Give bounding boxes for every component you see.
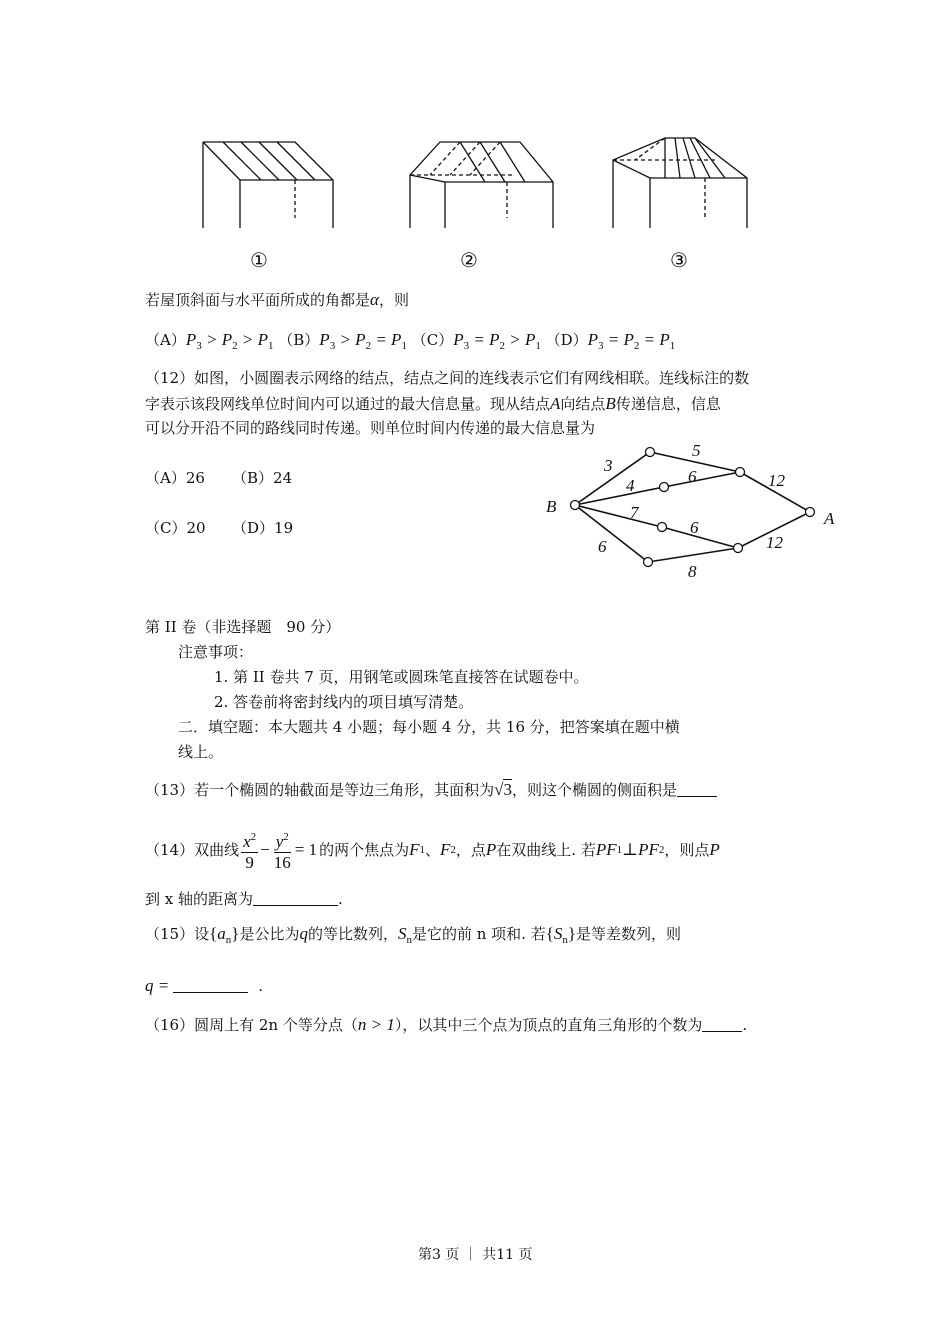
- text-span: B: [605, 394, 616, 413]
- edge-label: 8: [688, 562, 697, 581]
- node: [644, 558, 653, 567]
- text-span: =: [639, 330, 660, 349]
- text-span: 2: [499, 340, 505, 352]
- edge: [648, 548, 738, 562]
- text-span: （14）双曲线: [145, 841, 240, 859]
- text-span: F: [409, 840, 420, 859]
- text-span: P: [391, 330, 402, 349]
- q12-option-a[interactable]: （A）26: [145, 469, 205, 487]
- edge-label: 6: [598, 537, 607, 556]
- text-span: 是等差数列，则: [576, 925, 682, 943]
- text-span: .: [258, 977, 264, 995]
- text-span: 2: [633, 340, 640, 352]
- text-span: A: [550, 394, 561, 413]
- text-span: （C）: [411, 331, 454, 349]
- text-span: 9: [245, 853, 254, 872]
- node-b-label: B: [546, 497, 557, 516]
- question-15-line-2: [145, 976, 263, 996]
- text-span: S: [397, 924, 407, 943]
- text-span: 1: [267, 340, 274, 352]
- node: [660, 483, 669, 492]
- text-span: 若屋顶斜面与水平面所成的角都是: [145, 291, 371, 309]
- text-span: （15）设: [145, 925, 210, 943]
- roof-figure-1: [203, 142, 333, 228]
- text-span: （A）: [145, 331, 186, 349]
- edge-label: 5: [692, 441, 701, 460]
- edge-label: 12: [768, 471, 785, 490]
- text-span: a: [217, 924, 226, 943]
- text-span: P: [453, 330, 464, 349]
- text-span: = 1: [294, 840, 318, 859]
- text-span: n: [406, 934, 412, 946]
- part2-heading: 第 II 卷（非选择题 90 分）: [145, 618, 341, 636]
- text-span: （B）: [278, 331, 320, 349]
- text-span: >: [237, 330, 258, 349]
- text-span: q =: [145, 976, 170, 995]
- text-span: 3: [329, 340, 336, 352]
- text-span: P: [355, 330, 366, 349]
- text-span: P: [319, 330, 330, 349]
- text-span: .: [742, 1016, 748, 1034]
- roof-figure-3: [613, 138, 747, 228]
- text-span: P: [587, 330, 599, 349]
- text-span: （D）: [545, 331, 588, 349]
- text-span: 的两个焦点为: [319, 841, 410, 859]
- text-span: 到 x 轴的距离为: [145, 890, 253, 908]
- text-span: ，则点: [664, 841, 710, 859]
- text-span: 2: [232, 340, 238, 352]
- q14-answer-blank[interactable]: [253, 891, 338, 906]
- text-span: PF: [638, 840, 659, 859]
- q12-option-b[interactable]: （B）24: [232, 469, 293, 487]
- text-span: 是它的前 n 项和. 若: [411, 925, 546, 943]
- question-16: [145, 1015, 747, 1035]
- text-span: 3: [598, 340, 604, 352]
- text-span: 1: [419, 844, 425, 856]
- text-span: P: [489, 330, 500, 349]
- text-span: 在双曲线上. 若: [496, 841, 596, 859]
- roof-label-3: ③: [670, 248, 688, 272]
- text-span: n: [225, 934, 232, 946]
- text-span: ，则这个椭圆的侧面积是: [511, 781, 677, 799]
- text-span: 2: [658, 844, 665, 856]
- text-span: ⊥: [622, 840, 639, 859]
- text-span: =: [469, 330, 490, 349]
- text-span: P: [221, 330, 233, 349]
- roof-figure-2: [410, 142, 553, 228]
- edge-label: 3: [604, 456, 613, 475]
- q11-options: [145, 330, 675, 356]
- section-2-line-1: 二．填空题：本大题共 4 小题；每小题 4 分，共 16 分，把答案填在题中横: [178, 718, 680, 736]
- text-span: PF: [595, 840, 617, 859]
- q12-line-2: [145, 394, 721, 414]
- edge-label: 4: [626, 476, 635, 495]
- node: [736, 468, 745, 477]
- fraction-x2-over-9: [241, 827, 258, 873]
- q11-option-d[interactable]: [545, 330, 676, 352]
- text-span: q: [299, 924, 308, 943]
- roof-label-2: ②: [460, 248, 478, 272]
- notes-title: 注意事项：: [178, 643, 254, 661]
- question-13: （13）若一个椭圆的轴截面是等边三角形，其面积为√3，则这个椭圆的侧面积是: [145, 780, 717, 800]
- q13-answer-blank[interactable]: [677, 782, 717, 797]
- text-span: >: [504, 330, 525, 349]
- text-span: 的等比数列，: [307, 925, 398, 943]
- text-span: 1: [535, 340, 541, 352]
- node: [658, 523, 667, 532]
- q12-option-c[interactable]: （C）20: [145, 519, 206, 537]
- text-span: 传递信息，信息: [615, 395, 721, 413]
- text-span: 2: [250, 831, 257, 843]
- text-span: =: [371, 330, 392, 349]
- text-span: 2: [365, 340, 372, 352]
- text-span: >: [201, 330, 222, 349]
- alpha-symbol: α: [370, 290, 379, 309]
- edge-label: 12: [766, 533, 783, 552]
- edge-label: 6: [688, 467, 697, 486]
- text-span: −: [260, 840, 270, 859]
- text-span: y: [275, 832, 284, 851]
- text-span: S: [553, 924, 563, 943]
- text-span: 3: [196, 340, 202, 352]
- text-span: 2: [283, 831, 289, 843]
- fraction-y2-over-16: [272, 827, 293, 873]
- text-span: P: [623, 330, 634, 349]
- text-span: F: [440, 840, 451, 859]
- text-span: ，点: [455, 841, 486, 859]
- text-span: （13）若一个椭圆的轴截面是等边三角形，其面积为: [145, 781, 495, 799]
- text-span: P: [709, 840, 720, 859]
- text-span: 1: [401, 340, 407, 352]
- question-15: （15）设$\{a_n\}$是公比为q的等比数列，$S_n$是它的前 n 项和. 若$\{S_n\}$是等差数列，则: [145, 924, 682, 946]
- question-14-line-2: [145, 889, 343, 909]
- network-diagram: [540, 440, 850, 585]
- note-1: 1. 第 II 卷共 7 页，用钢笔或圆珠笔直接答在试题卷中。: [214, 668, 589, 686]
- text-span: ，则: [378, 291, 409, 309]
- text-span: P: [524, 330, 536, 349]
- text-span: .: [338, 890, 343, 908]
- q11-option-c[interactable]: [411, 330, 546, 352]
- q11-option-b[interactable]: [278, 330, 411, 352]
- text-span: P: [659, 330, 670, 349]
- text-span: P: [185, 330, 197, 349]
- q12-option-d[interactable]: （D）19: [232, 519, 294, 537]
- node-a-label: A: [824, 509, 835, 528]
- q11-condition: [145, 290, 409, 310]
- q15-answer-blank[interactable]: [173, 978, 248, 993]
- text-span: ），以其中三个点为顶点的直角三角形的个数为: [394, 1016, 703, 1034]
- text-span: n > 1: [357, 1015, 395, 1034]
- roof-figures: [195, 130, 755, 240]
- text-span: P: [485, 840, 497, 859]
- text-span: 16: [273, 853, 291, 872]
- q12-line-1: （12）如图，小圆圈表示网络的结点，结点之间的连线表示它们有网线相联。连线标注的数: [145, 369, 750, 387]
- text-span: 、: [424, 841, 440, 859]
- edge: [662, 527, 738, 548]
- text-span: （16）圆周上有 2n 个等分点（: [145, 1016, 358, 1034]
- text-span: P: [257, 330, 268, 349]
- text-span: 3: [463, 340, 470, 352]
- q12-line-3: 可以分开沿不同的路线同时传递。则单位时间内传递的最大信息量为: [145, 419, 596, 437]
- node-a: [806, 508, 815, 517]
- text-span: 是公比为: [239, 925, 300, 943]
- text-span: 向结点: [560, 395, 606, 413]
- q16-answer-blank[interactable]: [702, 1017, 742, 1032]
- text-span: 1: [616, 844, 623, 856]
- text-span: x: [243, 832, 251, 851]
- node: [734, 544, 743, 553]
- q11-option-a[interactable]: [145, 330, 278, 352]
- text-span: >: [335, 330, 356, 349]
- text-span: =: [603, 330, 624, 349]
- edge-label: 7: [630, 503, 639, 522]
- node-b: [571, 501, 580, 510]
- text-span: n: [562, 934, 568, 946]
- text-span: 2: [450, 844, 456, 856]
- edge: [664, 472, 740, 487]
- roof-label-1: ①: [250, 248, 268, 272]
- text-span: 字表示该段网线单位时间内可以通过的最大信息量。现从结点: [145, 395, 551, 413]
- note-2: 2. 答卷前将密封线内的项目填写清楚。: [214, 693, 474, 711]
- edge-label: 6: [690, 518, 699, 537]
- text-span: 3: [503, 780, 512, 799]
- node: [646, 448, 655, 457]
- page-footer: 第3 页 ｜ 共11 页: [418, 1247, 533, 1263]
- question-14: [145, 827, 720, 873]
- section-2-line-2: 线上。: [178, 743, 224, 761]
- text-span: 1: [669, 340, 676, 352]
